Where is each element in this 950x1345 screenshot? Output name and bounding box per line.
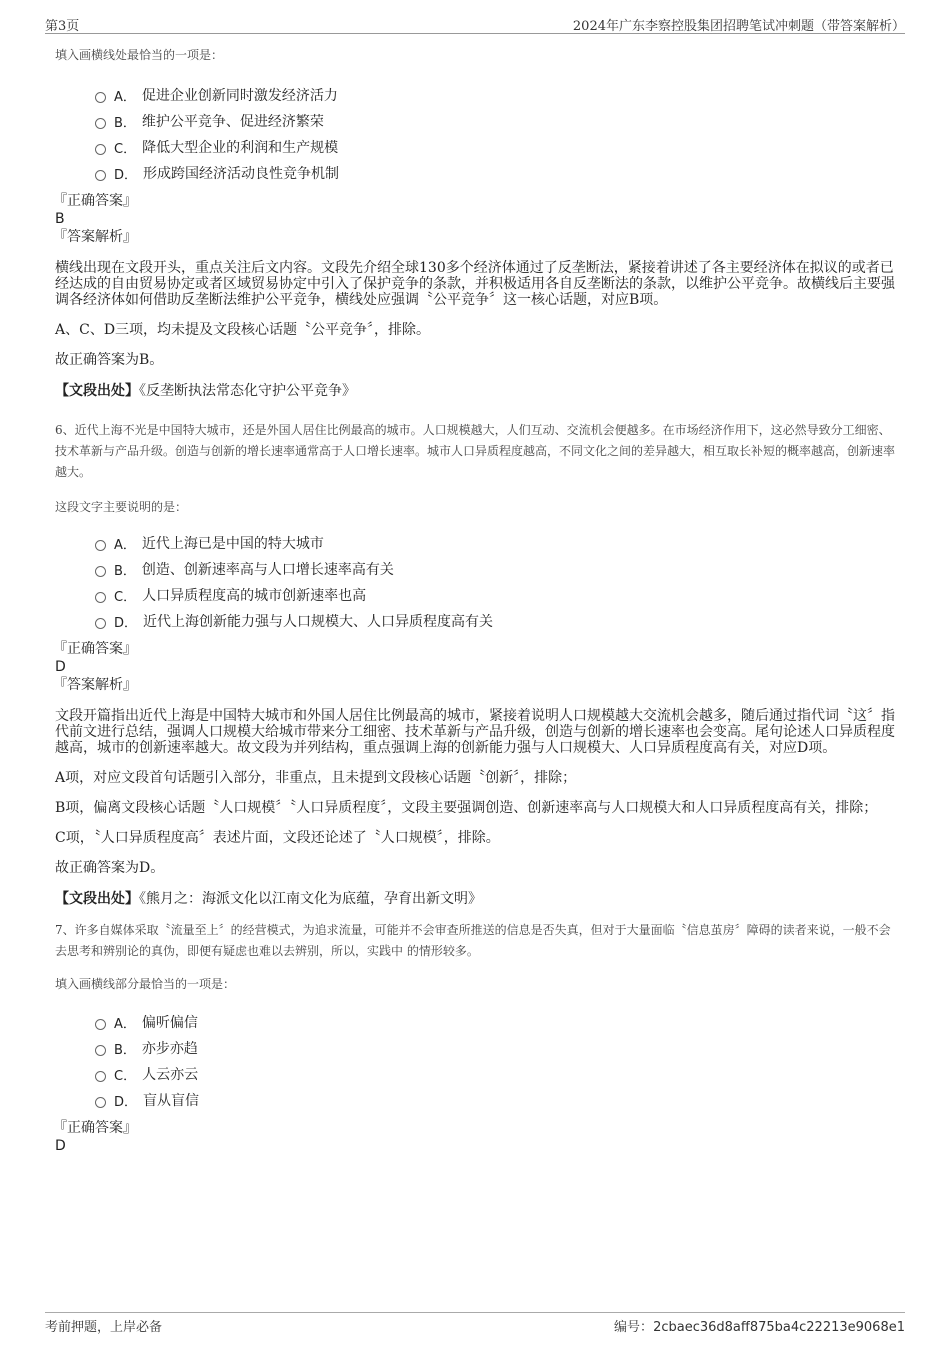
page-footer xyxy=(45,1312,905,1334)
q5-option-d[interactable]: D． 形成跨国经济活动良性竞争机制 xyxy=(95,160,900,186)
q5-analysis-paragraph: 故正确答案为B。 xyxy=(55,352,164,368)
source-title: 《反垄断执法常态化守护公平竞争》 xyxy=(139,383,356,399)
q7-options xyxy=(95,1009,900,1113)
q6-source xyxy=(55,890,900,908)
q6-analysis-paragraph: C项，〝人口异质程度高〞表述片面，文段还论述了〝人口规模〞，排除。 xyxy=(55,830,500,846)
q5-analysis-heading: 『答案解析』 xyxy=(53,229,137,245)
q6-option-c[interactable]: C． 人口异质程度高的城市创新速率也高 xyxy=(95,582,900,608)
q6-option-a[interactable]: A． 近代上海已是中国的特大城市 xyxy=(95,530,900,556)
radio-icon[interactable] xyxy=(95,1019,106,1030)
q6-answer-heading: 『正确答案』 xyxy=(53,641,137,657)
q6-analysis-paragraph: 文段开篇指出近代上海是中国特大城市和外国人居住比例最高的城市，紧接着说明人口规模越大交流机会越多，随后通过指代词〝这〞指代前文进行总结，强调人口规模大给城市带来分工细密、技术革新与产品升级，创造与创新的增长速率也会变高。尾句论述人口异质程度越高，城市的创新速率越大。故文段为并列结构，重点强调上海的创新能力强与人口规模大、人口异质程度高有关，对应D项。 xyxy=(55,708,895,756)
q5-options xyxy=(95,82,900,186)
q6-analysis-paragraph: A项，对应文段首句话题引入部分，非重点，且未提到文段核心话题〝创新〞，排除； xyxy=(55,770,577,786)
radio-icon[interactable] xyxy=(95,144,106,155)
q5-answer-heading: 『正确答案』 xyxy=(53,193,137,209)
q7-option-c[interactable]: C． 人云亦云 xyxy=(95,1061,900,1087)
q7-answer-heading: 『正确答案』 xyxy=(53,1120,137,1136)
radio-icon[interactable] xyxy=(95,618,106,629)
q6-analysis-heading: 『答案解析』 xyxy=(53,677,137,693)
q6-option-d[interactable]: D． 近代上海创新能力强与人口规模大、人口异质程度高有关 xyxy=(95,608,900,634)
source-title: 《熊月之：海派文化以江南文化为底蕴，孕育出新文明》 xyxy=(139,891,482,907)
q6-analysis-paragraph: B项，偏离文段核心话题〝人口规模〞〝人口异质程度〞，文段主要强调创造、创新速率高与人口规模大和人口异质程度高有关，排除； xyxy=(55,800,878,816)
question-5 xyxy=(55,45,900,400)
page-number: 第3页 xyxy=(45,19,80,34)
footer-slogan: 考前押题，上岸必备 xyxy=(45,1320,163,1335)
q5-analysis-paragraph: 横线出现在文段开头，重点关注后文内容。文段先介绍全球130多个经济体通过了反垄断法，紧接着讲述了各主要经济体在拟议的或者已经达成的自由贸易协定或者区域贸易协定中引入了保护竞争的条款，并积极适用各自反垄断法的条款，以维护公平竞争。故横线后主要强调各经济体如何借助反垄断法维护公平竞争，横线处应强调〝公平竞争〞这一核心话题，对应B项。 xyxy=(55,260,895,308)
q6-option-b[interactable]: B． 创造、创新速率高与人口增长速率高有关 xyxy=(95,556,900,582)
question-6 xyxy=(55,420,900,908)
q7-option-b[interactable]: B． 亦步亦趋 xyxy=(95,1035,900,1061)
q6-stem: 6、近代上海不光是中国特大城市，还是外国人居住比例最高的城市。人口规模越大，人们互动、交流机会便越多。在市场经济作用下，这必然导致分工细密、技术革新与产品升级。创造与创新的增长速率通常高于人口增长速率。城市人口异质程度越高，不同文化之间的差异越大，相互取长补短的概率越高，创新速率越大。 xyxy=(55,423,896,479)
radio-icon[interactable] xyxy=(95,566,106,577)
radio-icon[interactable] xyxy=(95,1071,106,1082)
radio-icon[interactable] xyxy=(95,118,106,129)
radio-icon[interactable] xyxy=(95,592,106,603)
q6-analysis xyxy=(55,708,900,876)
q5-prompt: 填入画横线处最恰当的一项是： xyxy=(55,48,224,62)
q7-stem: 7、许多自媒体采取〝流量至上〞的经营模式，为追求流量，可能并不会审查所推送的信息是否失真，但对于大量面临〝信息茧房〞障碍的读者来说，一般不会去思考和辨别论的真伪，即便有疑虑也难以去辨别，所以，实践中 的情形较多。 xyxy=(55,923,891,958)
source-tag: 【文段出处】 xyxy=(55,383,139,399)
q7-option-d[interactable]: D． 盲从盲信 xyxy=(95,1087,900,1113)
radio-icon[interactable] xyxy=(95,92,106,103)
q5-analysis xyxy=(55,260,900,368)
q6-options xyxy=(95,530,900,634)
q6-prompt: 这段文字主要说明的是： xyxy=(55,500,188,514)
question-7 xyxy=(55,920,900,1155)
q5-option-a[interactable]: A． 促进企业创新同时激发经济活力 xyxy=(95,82,900,108)
q6-analysis-paragraph: 故正确答案为D。 xyxy=(55,860,165,876)
q7-answer-value: D xyxy=(55,1138,66,1154)
q5-option-c[interactable]: C． 降低大型企业的利润和生产规模 xyxy=(95,134,900,160)
page-content xyxy=(55,40,900,1155)
code-value: 2cbaec36d8aff875ba4c22213e9068e1 xyxy=(653,1320,905,1335)
q5-answer-value: B xyxy=(55,211,65,227)
q6-answer-value: D xyxy=(55,659,66,675)
q5-source xyxy=(55,382,900,400)
radio-icon[interactable] xyxy=(95,1097,106,1108)
q7-option-a[interactable]: A． 偏听偏信 xyxy=(95,1009,900,1035)
q5-analysis-paragraph: A、C、D三项，均未提及文段核心话题〝公平竞争〞，排除。 xyxy=(55,322,431,338)
radio-icon[interactable] xyxy=(95,170,106,181)
page-header xyxy=(45,12,905,34)
radio-icon[interactable] xyxy=(95,1045,106,1056)
code-label: 编号： xyxy=(614,1320,654,1335)
source-tag: 【文段出处】 xyxy=(55,891,139,907)
q5-option-b[interactable]: B． 维护公平竞争、促进经济繁荣 xyxy=(95,108,900,134)
document-code xyxy=(614,1316,905,1335)
radio-icon[interactable] xyxy=(95,540,106,551)
q7-prompt: 填入画横线部分最恰当的一项是： xyxy=(55,977,236,991)
document-title: 2024年广东李察控股集团招聘笔试冲刺题（带答案解析） xyxy=(572,19,905,34)
